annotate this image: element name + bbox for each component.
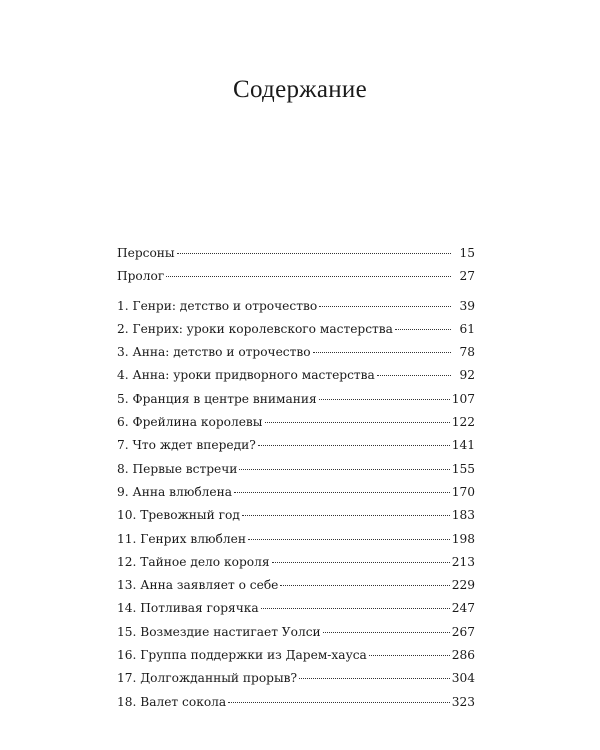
- toc-entry-page: 107: [451, 391, 475, 406]
- dot-leader: [319, 398, 450, 400]
- dot-leader: [323, 631, 450, 633]
- dot-leader: [228, 701, 450, 703]
- dot-leader: [272, 561, 450, 563]
- dot-leader: [395, 328, 451, 330]
- dot-leader: [239, 468, 449, 470]
- toc-entry-label: 4. Анна: уроки придворного мастерства: [117, 368, 375, 383]
- toc-entry: [117, 242, 475, 265]
- toc-entry-page: 198: [451, 531, 475, 546]
- toc-entry-label: 7. Что ждет впереди?: [117, 438, 256, 453]
- toc-entry-page: 286: [451, 648, 475, 663]
- toc-entry-page: 27: [459, 269, 475, 284]
- toc-entry-page: 323: [451, 694, 475, 709]
- toc-entry-label: 17. Долгожданный прорыв?: [117, 671, 298, 686]
- dot-leader: [319, 305, 451, 307]
- toc-entry-label: 10. Тревожный год: [117, 508, 240, 523]
- toc-entry-page: 78: [459, 345, 475, 360]
- toc-entry-page: 39: [459, 298, 475, 313]
- table-of-contents: [117, 242, 475, 714]
- dot-leader: [369, 654, 450, 656]
- toc-entry: [117, 644, 475, 667]
- toc-entry-page: 213: [451, 554, 475, 569]
- dot-leader: [313, 351, 451, 353]
- toc-entry: [117, 364, 475, 387]
- dot-leader: [166, 275, 451, 277]
- toc-entry-label: 2. Генрих: уроки королевского мастерства: [117, 321, 393, 336]
- toc-entry-label: 5. Франция в центре внимания: [117, 391, 317, 406]
- toc-entry: [117, 388, 475, 411]
- page-title: Содержание: [233, 76, 367, 103]
- toc-entry-label: 18. Валет сокола: [117, 694, 227, 709]
- toc-entry: [117, 528, 475, 551]
- toc-entry: [117, 434, 475, 457]
- toc-entry-page: 155: [451, 461, 475, 476]
- toc-entry-label: 13. Анна заявляет о себе: [117, 578, 279, 593]
- toc-entry: [117, 265, 475, 288]
- toc-entry-page: 170: [451, 484, 475, 499]
- dot-leader: [261, 607, 450, 609]
- dot-leader: [280, 584, 449, 586]
- toc-entry-label: 1. Генри: детство и отрочество: [117, 298, 318, 313]
- toc-entry: [117, 621, 475, 644]
- toc-entry-label: 3. Анна: детство и отрочество: [117, 345, 311, 360]
- toc-entry-label: 12. Тайное дело короля: [117, 554, 270, 569]
- toc-entry-label: Пролог: [117, 269, 165, 284]
- toc-entry-label: 14. Потливая горячка: [117, 601, 259, 616]
- dot-leader: [248, 538, 450, 540]
- toc-entry-page: 92: [459, 368, 475, 383]
- toc-entry-label: 16. Группа поддержки из Дарем-хауса: [117, 648, 367, 663]
- toc-entry-label: 11. Генрих влюблен: [117, 531, 246, 546]
- toc-entry-label: 8. Первые встречи: [117, 461, 238, 476]
- dot-leader: [242, 514, 450, 516]
- toc-entry-page: 229: [451, 578, 475, 593]
- toc-entry-label: Персоны: [117, 246, 175, 260]
- dot-leader: [299, 677, 450, 679]
- toc-entry: [117, 574, 475, 597]
- toc-entry: [117, 411, 475, 434]
- toc-entry: [117, 551, 475, 574]
- toc-entry-page: 304: [451, 671, 475, 686]
- toc-entry-label: 6. Фрейлина королевы: [117, 415, 263, 430]
- toc-entry-label: 9. Анна влюблена: [117, 484, 233, 499]
- toc-entry-page: 267: [451, 624, 475, 639]
- toc-entry-page: 61: [459, 321, 475, 336]
- toc-entry: [117, 597, 475, 620]
- dot-leader: [258, 444, 450, 446]
- toc-entry: [117, 691, 475, 714]
- toc-entry-page: 183: [451, 508, 475, 523]
- dot-leader: [377, 374, 451, 376]
- toc-entry-page: 15: [459, 246, 475, 260]
- toc-entry: [117, 458, 475, 481]
- toc-entry-page: 122: [451, 415, 475, 430]
- toc-entry-page: 247: [451, 601, 475, 616]
- toc-entry-label: 15. Возмездие настигает Уолси: [117, 624, 321, 639]
- toc-entry-page: 141: [451, 438, 475, 453]
- toc-entry: [117, 295, 475, 318]
- dot-leader: [265, 421, 450, 423]
- toc-entry: [117, 341, 475, 364]
- dot-leader: [234, 491, 450, 493]
- toc-entry: [117, 318, 475, 341]
- dot-leader: [177, 252, 451, 254]
- toc-entry: [117, 481, 475, 504]
- toc-entry: [117, 504, 475, 527]
- toc-entry: [117, 667, 475, 690]
